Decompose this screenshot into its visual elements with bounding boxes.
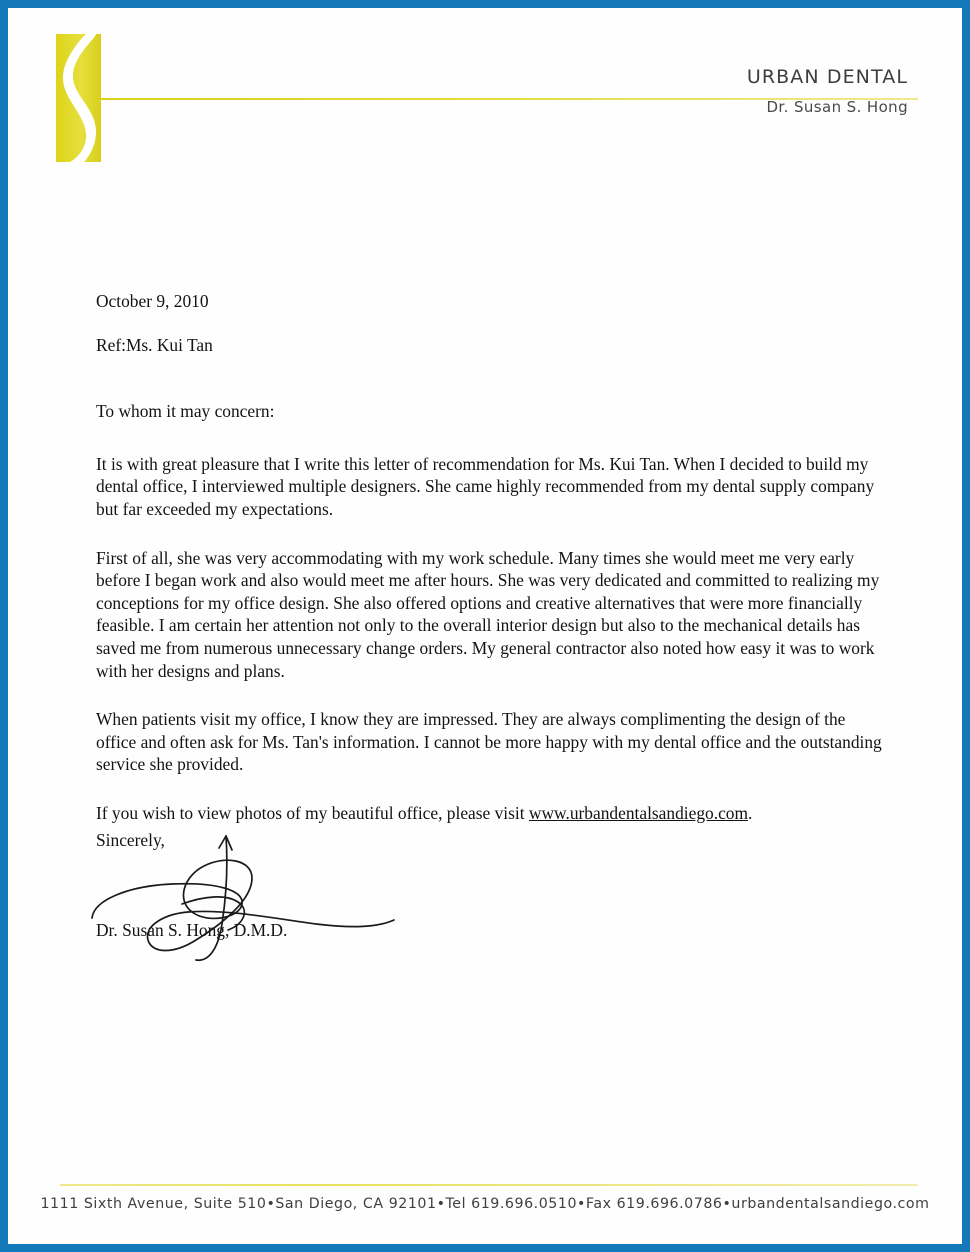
letter-paragraph-3: When patients visit my office, I know they are impressed. They are always complimenting the design of the office and often ask for Ms. Tan's information. I cannot be more happy with my dental office and the outstanding service she provided. [96, 709, 882, 775]
footer-contact-line: 1111 Sixth Avenue, Suite 510•San Diego, CA 92101•Tel 619.696.0510•Fax 619.696.0786•urbandentalsandiego.com [40, 1196, 930, 1212]
footer-rule [60, 1184, 918, 1186]
signature-closing: Sincerely, [96, 830, 165, 850]
letter-paragraph-1: It is with great pleasure that I write this letter of recommendation for Ms. Kui Tan. When I decided to build my dental office, I interviewed multiple designers. She came highly recommended from my dental supply company but far exceeded my expectations. [96, 453, 875, 519]
brand-name: URBAN DENTAL [746, 66, 908, 88]
urban-dental-s-monogram-icon [56, 34, 101, 162]
letter-body [96, 290, 886, 850]
website-link[interactable]: www.urbandentalsandiego.com [528, 802, 749, 823]
letter-salutation: To whom it may concern: [96, 401, 275, 422]
letter-paragraph-4-prefix: If you wish to view photos of my beautiful office, please visit [96, 802, 529, 823]
signature-typed-name: Dr. Susan S. Hong, D.M.D. [96, 920, 288, 940]
letterhead [8, 8, 962, 173]
letter-paragraph-2: First of all, she was very accommodating with my work schedule. Many times she would meet me very early before I began work and also would meet me after hours. She was very dedicated and committed to realizing my conceptions for my office design. She also offered options and creative alternatives that were more financially feasible. I am certain her attention not only to the overall interior design but also to the mechanical details has saved me from numerous unnecessary change orders. My general contractor also noted how easy it was to work with her designs and plans. [96, 547, 880, 681]
brand-subtitle: Dr. Susan S. Hong [766, 98, 908, 116]
letter-paragraph-4-suffix: . [748, 802, 753, 823]
letter-paragraph-4 [96, 802, 886, 825]
brand-block [747, 66, 908, 117]
signature-block [96, 830, 516, 965]
letter-page [8, 8, 962, 1244]
letter-reference: Ref:Ms. Kui Tan [96, 334, 213, 355]
letter-date: October 9, 2010 [96, 291, 209, 311]
